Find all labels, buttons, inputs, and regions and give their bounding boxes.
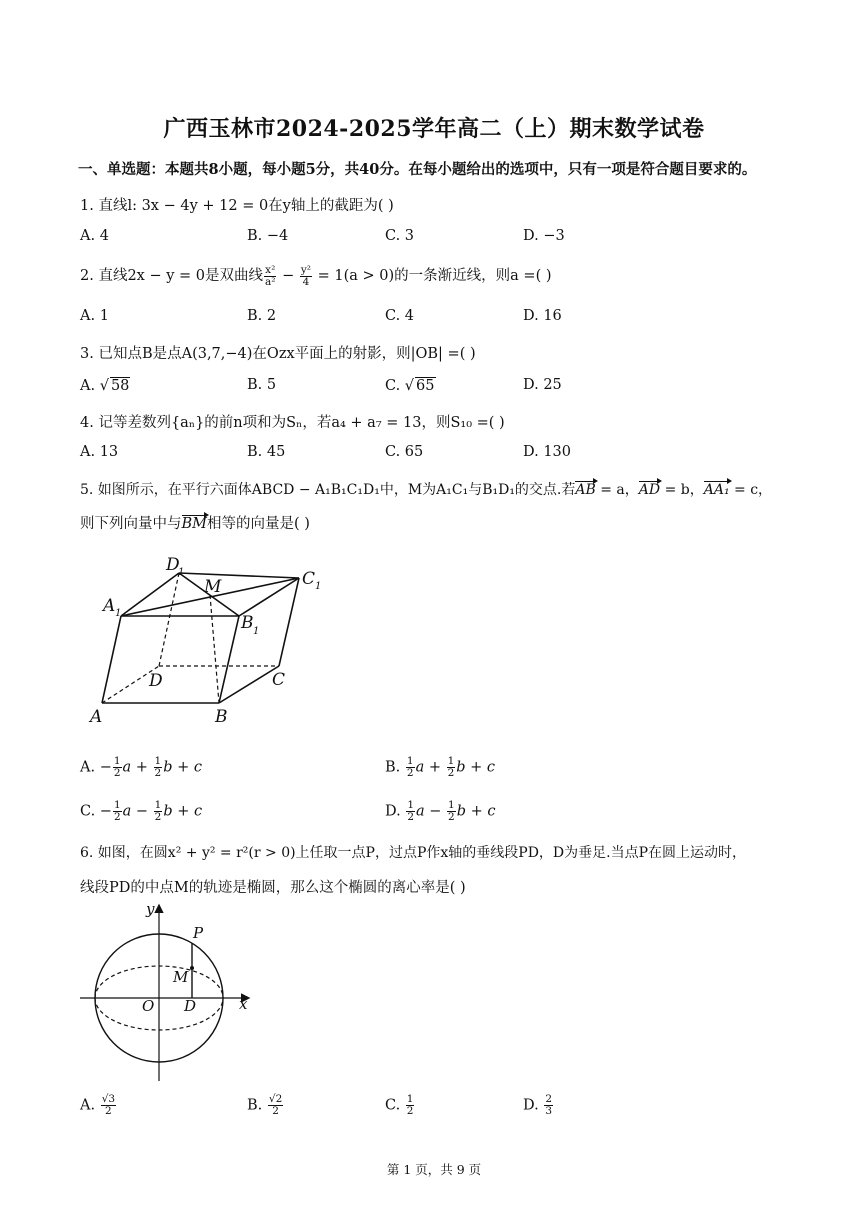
q5-option-c: [80, 800, 202, 823]
section-heading-single-choice: 一、单选题：本题共8小题，每小题5分，共40分。在每小题给出的选项中，只有一项是符合题目要求的。: [78, 161, 757, 178]
q1-option-d: D. −3: [523, 228, 565, 244]
q3-option-c-radicand: 65: [416, 378, 435, 394]
label-c1: C: [302, 569, 316, 589]
q2-frac-y-den: 4: [302, 275, 310, 288]
q4-option-d: D. 130: [523, 444, 572, 460]
q5-eq-b: = b，: [660, 482, 704, 498]
q5-d-frac1: [406, 800, 415, 823]
q6-d-label: D.: [523, 1097, 544, 1114]
q3-option-a-label: A.: [80, 378, 100, 394]
q5-option-d: [385, 800, 496, 823]
q6-c-num: 1: [406, 1093, 414, 1105]
label-a1-sub: 1: [115, 608, 122, 619]
q5-c-frac2-den: 2: [154, 811, 162, 823]
label-d1: D: [166, 555, 180, 575]
axis-label-x: x: [239, 995, 248, 1013]
label-a: A: [90, 707, 103, 727]
q1-option-c: C. 3: [385, 228, 415, 244]
question-2-stem: 2. 直线2x − y = 0是双曲线 $\frac{\text{x²}}{\text{a²}}$ − $\frac{\text{y²}}{4}$ = 1(a > 0)的一条渐近线，则a =( ): [80, 263, 552, 288]
q5-d-frac1-num: 1: [407, 799, 415, 811]
q5-c-mid: a −: [122, 803, 153, 820]
label-b1-sub: 1: [253, 626, 260, 637]
q6-option-a: [80, 1094, 117, 1117]
q5-stem-prefix: 5. 如图所示，在平行六面体ABCD − A₁B₁C₁D₁中，M为A₁C₁与B₁D₁的交点.若: [80, 482, 576, 498]
question-3-stem: 3. 已知点B是点A(3,7,−4)在Ozx平面上的射影，则|OB| =( ): [80, 346, 476, 362]
q5-a-frac2: [154, 756, 163, 779]
q5-eq-a: = a，: [595, 482, 639, 498]
q5-a-frac2-den: 2: [154, 767, 162, 779]
question-1-stem: 1. 直线l: 3x − 4y + 12 = 0在y轴上的截距为( ): [80, 198, 394, 214]
q3-option-c-label: C.: [385, 378, 405, 394]
q2-stem-prefix: 2. 直线2x − y = 0是双曲线: [80, 268, 263, 284]
label-c: C: [272, 670, 286, 690]
q5-d-frac2-den: 2: [448, 811, 455, 823]
q5-d-end: b + c: [456, 803, 496, 820]
q5-b-frac2: [447, 756, 456, 779]
q6-b-num: √2: [268, 1093, 283, 1105]
question-6-stem-line2: 线段PD的中点M的轨迹是椭圆，那么这个椭圆的离心率是( ): [80, 880, 466, 896]
q5-d-frac1-den: 2: [407, 811, 415, 823]
q2-frac-y: [300, 265, 312, 288]
q5-b-frac2-den: 2: [447, 767, 455, 779]
question-5-stem-line2: [80, 512, 310, 533]
q6-b-label: B.: [247, 1097, 267, 1114]
q5-option-a: [80, 756, 202, 779]
q5-eq-c: = c，: [729, 482, 773, 498]
q4-option-b: B. 45: [247, 444, 286, 460]
label-b: B: [215, 707, 228, 727]
q5-d-frac2: [447, 800, 456, 823]
q6-d-frac: [544, 1094, 553, 1117]
page-title: 广西玉林市2024-2025学年高二（上）期末数学试卷: [163, 116, 705, 142]
q5-stem-line2-prefix: 则下列向量中与: [80, 516, 182, 532]
question-6-stem-line1: 6. 如图，在圆x² + y² = r²(r > 0)上任取一点P，过点P作x轴的垂线段PD，D为垂足.当点P在圆上运动时，: [80, 845, 747, 861]
q5-d-frac2-num: 1: [448, 799, 455, 811]
q6-b-frac: [268, 1094, 283, 1117]
q5-option-b: [385, 756, 495, 779]
q5-c-end: b + c: [163, 803, 203, 820]
q5-stem-line2-suffix: 相等的向量是( ): [207, 516, 310, 532]
q3-option-a-radicand: 58: [110, 378, 130, 394]
q5-vector-ab: AB: [575, 482, 596, 498]
q2-frac-x-num: x²: [265, 263, 276, 276]
q1-option-a: A. 4: [80, 228, 109, 244]
label-foot-d: D: [184, 997, 197, 1015]
q5-b-frac1: [406, 756, 415, 779]
q4-option-a: A. 13: [80, 444, 119, 460]
q6-a-label: A.: [80, 1097, 100, 1114]
label-c1-sub: 1: [315, 581, 322, 592]
q3-option-b: B. 5: [247, 377, 277, 393]
question-4-stem: 4. 记等差数列{aₙ}的前n项和为Sₙ，若a₄ + a₇ = 13，则S₁₀ =( ): [80, 415, 505, 431]
q5-b-frac2-num: 1: [447, 755, 455, 767]
q5-c-frac1: [113, 800, 122, 823]
label-a1: A: [103, 596, 116, 616]
q2-option-b: B. 2: [247, 308, 277, 324]
q5-c-frac2: [154, 800, 163, 823]
q2-frac-x-den: a²: [265, 275, 276, 288]
q6-c-den: 2: [406, 1105, 414, 1117]
q5-b-end: b + c: [456, 759, 496, 776]
q2-frac-x: [264, 265, 276, 288]
q5-c-frac1-num: 1: [113, 799, 121, 811]
q6-option-c: [385, 1094, 415, 1117]
q6-c-label: C.: [385, 1097, 405, 1114]
label-origin-o: O: [142, 997, 155, 1015]
q5-vector-ad: AD: [638, 482, 661, 498]
q5-a-mid: a +: [122, 759, 153, 776]
q2-frac-y-num: y²: [300, 263, 312, 276]
question-5-stem-line1: [80, 479, 772, 499]
q5-d-label: D.: [385, 803, 406, 820]
label-m: M: [204, 577, 222, 597]
q5-a-frac1-num: 1: [113, 755, 121, 767]
axis-label-y: y: [146, 900, 155, 918]
q5-b-frac1-den: 2: [406, 767, 414, 779]
q6-option-d: [523, 1094, 554, 1117]
q3-option-d: D. 25: [523, 377, 562, 393]
q2-option-d: D. 16: [523, 308, 562, 324]
q6-option-b: [247, 1094, 284, 1117]
q6-a-num: √3: [101, 1093, 116, 1105]
q2-option-c: C. 4: [385, 308, 415, 324]
q5-parallelepiped-figure: [84, 548, 344, 733]
label-d1-sub: 1: [178, 567, 185, 578]
q5-d-mid: a −: [416, 803, 447, 820]
q5-c-frac1-den: 2: [113, 811, 121, 823]
q2-stem-suffix: = 1(a > 0)的一条渐近线，则a =( ): [313, 268, 552, 284]
q6-b-den: 2: [272, 1105, 279, 1117]
q5-a-frac2-num: 1: [154, 755, 162, 767]
q5-b-mid: a +: [415, 759, 446, 776]
q5-a-frac1-den: 2: [113, 767, 121, 779]
q6-c-frac: [406, 1094, 415, 1117]
q6-d-den: 3: [545, 1105, 553, 1117]
q5-vector-bm: BM: [181, 516, 208, 532]
q5-c-label: C. −: [80, 803, 112, 820]
label-b1: B: [241, 613, 254, 633]
q5-b-label: B.: [385, 759, 405, 776]
label-point-p: P: [193, 924, 204, 942]
q5-b-frac1-num: 1: [406, 755, 414, 767]
q3-option-c: C. √ 65: [385, 378, 435, 394]
q5-a-frac1: [113, 756, 122, 779]
label-d: D: [149, 671, 163, 691]
q5-c-frac2-num: 1: [154, 799, 162, 811]
label-midpoint-m: M: [173, 968, 189, 986]
q5-a-end: b + c: [163, 759, 203, 776]
q5-vector-aa1: AA₁: [703, 482, 730, 498]
q6-d-num: 2: [545, 1093, 553, 1105]
q5-a-label: A. −: [80, 759, 112, 776]
q3-option-a: A. √ 58: [80, 378, 130, 394]
q6-a-den: 2: [105, 1105, 112, 1117]
page-footer: 第 1 页，共 9 页: [386, 1162, 482, 1177]
q6-circle-ellipse-figure: [76, 896, 256, 1086]
q2-option-a: A. 1: [80, 308, 109, 324]
q1-option-b: B. −4: [247, 228, 289, 244]
q6-a-frac: [101, 1094, 116, 1117]
q4-option-c: C. 65: [385, 444, 424, 460]
